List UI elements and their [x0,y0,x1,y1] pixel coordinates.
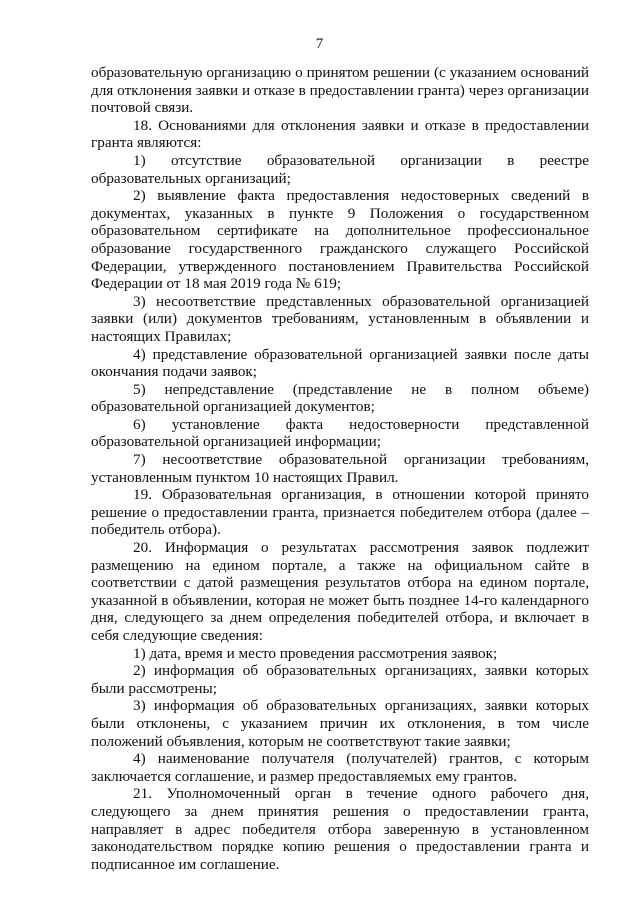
paragraph-18-sub-7: 7) несоответствие образовательной организации требованиям, установленным пунктом 10 настоящих Правил. [91,451,589,486]
document-body [91,64,589,873]
paragraph-18-sub-6: 6) установление факта недостоверности представленной образовательной организацией информации; [91,415,589,451]
paragraph-continuation: образовательную организацию о принятом решении (с указанием оснований для отклонения заявки и отказе в предоставлении гранта) через организации почтовой связи. [91,64,589,117]
paragraph-20-sub-2: 2) информация об образовательных организациях, заявки которых были рассмотрены; [91,662,589,697]
page-number: 7 [315,36,324,52]
paragraph-20-sub-3: 3) информация об образовательных организациях, заявки которых были отклонены, с указанием причин их отклонения, в том числе положений объявления, которым не соответствуют такие заявки; [91,697,589,750]
paragraph-20-sub-4: 4) наименование получателя (получателей) грантов, с которым заключается соглашение, и размер предоставляемых ему грантов. [91,750,589,785]
paragraph-item-18: 18. Основаниями для отклонения заявки и отказе в предоставлении гранта являются: [91,116,589,152]
paragraph-item-21: 21. Уполномоченный орган в течение одного рабочего дня, следующего за днем принятия решения о предоставлении гранта, направляет в адрес победителя отбора заверенную в установленном законодательством порядке копию решения о предоставлении гранта и подписанное им соглашение. [91,785,589,873]
paragraph-18-sub-5: 5) непредставление (представление не в полном объеме) образовательной организацией документов; [91,380,589,416]
paragraph-18-sub-4: 4) представление образовательной организацией заявки после даты окончания подачи заявок; [91,345,589,381]
paragraph-item-19: 19. Образовательная организация, в отношении которой принято решение о предоставлении гранта, признается победителем отбора (далее – победитель отбора). [91,486,589,539]
paragraph-18-sub-3: 3) несоответствие представленных образовательной организацией заявки (или) документов требованиям, установленным в объявлении и настоящих Правилах; [91,292,589,345]
paragraph-18-sub-2: 2) выявление факта предоставления недостоверных сведений в документах, указанных в пункте 9 Положения о государственном образовательном сертификате на дополнительное профессиональное образование государственного гражданского служащего Российской Федерации, утвержденного постановлением Правительства Российской Федерации от 18 мая 2019 года № 619; [91,187,589,293]
paragraph-18-sub-1: 1) отсутствие образовательной организации в реестре образовательных организаций; [91,151,589,187]
paragraph-20-sub-1: 1) дата, время и место проведения рассмотрения заявок; [133,644,498,662]
paragraph-item-20: 20. Информация о результатах рассмотрения заявок подлежит размещению на едином портале, а также на официальном сайте в соответствии с датой размещения результатов отбора на едином портале, указанной в объявлении, которая не может быть позднее 14-го календарного дня, следующего за днем определения победителей отбора, и включает в себя следующие сведения: [91,539,589,644]
